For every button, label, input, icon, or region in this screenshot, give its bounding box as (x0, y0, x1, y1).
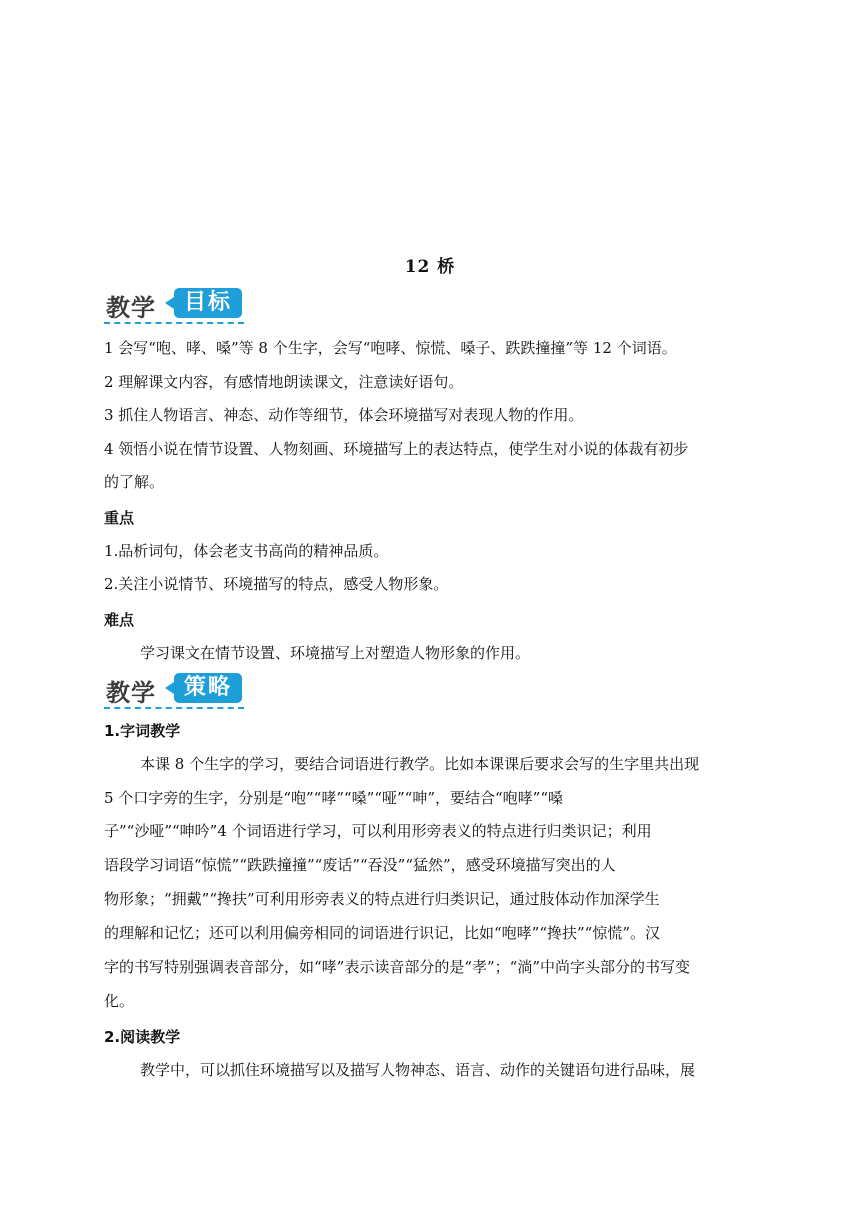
badge-label: 教学 (106, 294, 156, 322)
key-point-item: 1.品析词句，体会老支书高尚的精神品质。 (104, 542, 389, 560)
goal-line: 1 会写“咆、哮、嗓”等 8 个生字，会写“咆哮、惊慌、嗓子、跌跌撞撞”等 12 个词语。 (104, 339, 677, 357)
section-badge-goals (104, 286, 244, 324)
goal-line: 3 抓住人物语言、神态、动作等细节，体会环境描写对表现人物的作用。 (104, 406, 584, 424)
page-title: 12 桥 (404, 257, 456, 277)
goal-line: 2 理解课文内容，有感情地朗读课文，注意读好语句。 (104, 373, 464, 391)
strategy-line: 教学中，可以抓住环境描写以及描写人物神态、语言、动作的关键语句进行品味，展 (140, 1061, 696, 1079)
key-point-item: 2.关注小说情节、环境描写的特点，感受人物形象。 (104, 575, 449, 593)
badge-tag: 策略 (174, 673, 242, 703)
key-points-heading: 重点 (104, 509, 135, 527)
strategy-line: 子”“沙哑”“呻吟”4 个词语进行学习，可以利用形旁表义的特点进行归类识记；利用 (104, 822, 652, 840)
section-badge-strategy (104, 671, 244, 709)
goal-line: 的了解。 (104, 473, 165, 491)
strategy-line: 本课 8 个生字的学习，要结合词语进行教学。比如本课课后要求会写的生字里共出现 (140, 755, 700, 773)
difficulty-text: 学习课文在情节设置、环境描写上对塑造人物形象的作用。 (140, 644, 531, 662)
strategy-line: 物形象；“拥戴”“搀扶”可利用形旁表义的特点进行归类识记，通过肢体动作加深学生 (104, 890, 660, 908)
badge-tag: 目标 (174, 288, 242, 318)
strategy-line: 化。 (104, 992, 135, 1010)
strategy-line: 5 个口字旁的生字，分别是“咆”“哮”“嗓”“哑”“呻”，要结合“咆哮”“嗓 (104, 789, 564, 807)
difficulty-heading: 难点 (104, 611, 135, 629)
strategy-line: 语段学习词语“惊慌”“跌跌撞撞”“废话”“吞没”“猛然”，感受环境描写突出的人 (104, 856, 616, 874)
badge-label: 教学 (106, 679, 156, 707)
strategy-heading-1: 1.字词教学 (104, 722, 181, 740)
strategy-line: 的理解和记忆；还可以利用偏旁相同的词语进行识记，比如“咆哮”“搀扶”“惊慌”。汉 (104, 924, 661, 942)
strategy-line: 字的书写特别强调表音部分，如“哮”表示读音部分的是“孝”；“淌”中尚字头部分的书写变 (104, 958, 691, 976)
strategy-heading-2: 2.阅读教学 (104, 1028, 181, 1046)
goal-line: 4 领悟小说在情节设置、人物刻画、环境描写上的表达特点，使学生对小说的体裁有初步 (104, 440, 689, 458)
